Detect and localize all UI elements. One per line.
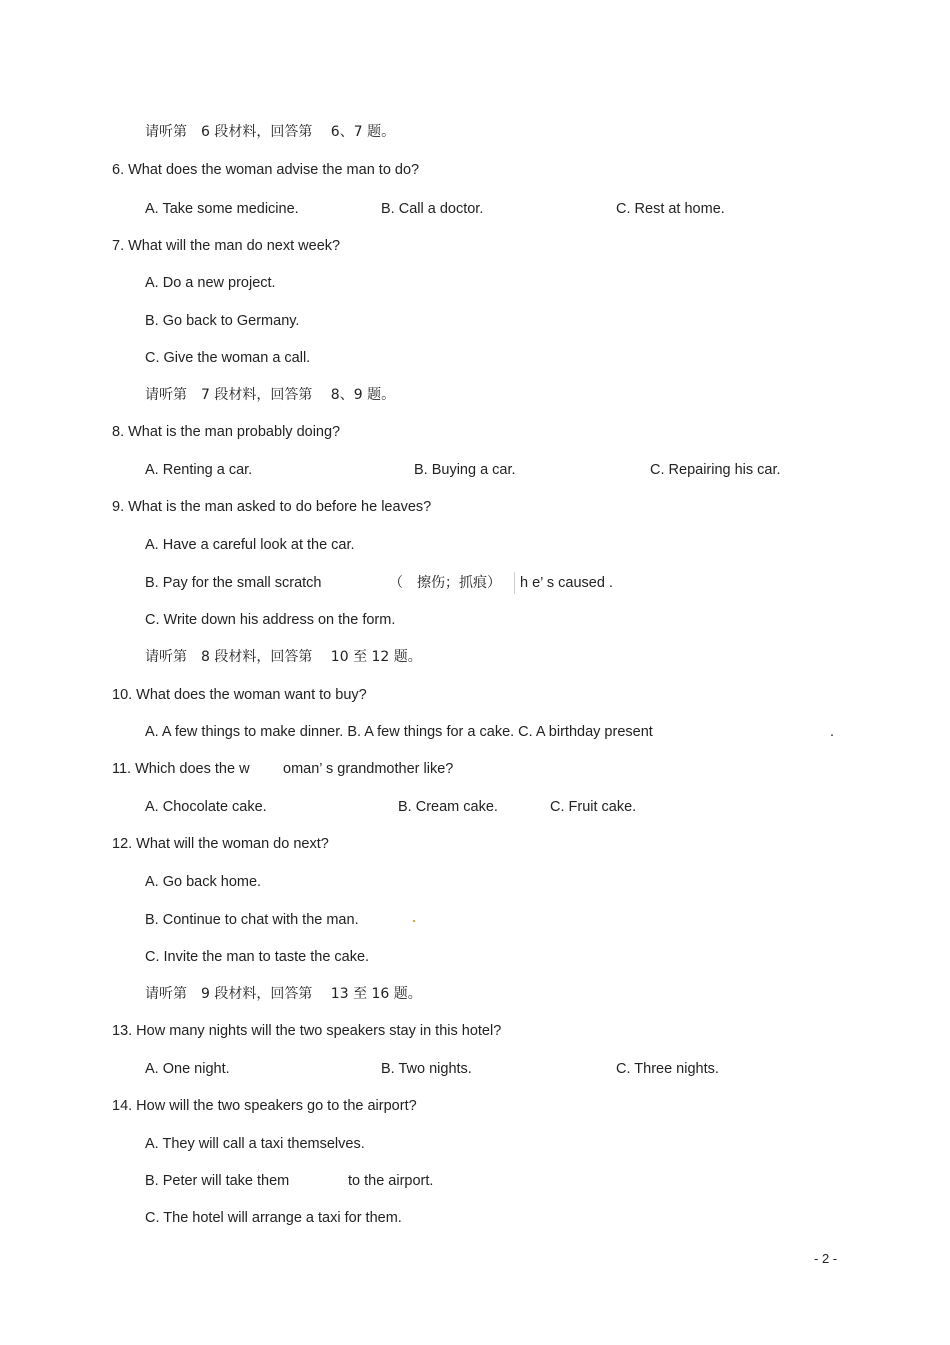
- question-10-stem: 10. What does the woman want to buy?: [112, 687, 367, 703]
- section-8-instruction: 请听第 8 段材料，回答第 10 至 12 题。: [145, 649, 422, 665]
- question-9-option-b-ending: h e’ s caused .: [520, 575, 613, 591]
- question-9-stem: 9. What is the man asked to do before he leaves?: [112, 499, 432, 515]
- page-number: - 2 -: [814, 1251, 838, 1266]
- gloss-divider: [514, 572, 515, 594]
- question-9-option-c: C. Write down his address on the form.: [145, 612, 396, 628]
- question-11-option-c: C. Fruit cake.: [550, 799, 637, 815]
- question-6-option-c: C. Rest at home.: [616, 201, 725, 217]
- question-6-stem: 6. What does the woman advise the man to do?: [112, 162, 420, 178]
- question-6-option-a: A. Take some medicine.: [145, 201, 299, 217]
- question-9-option-b-gloss: （ 擦伤；抓痕）: [389, 575, 501, 591]
- question-8-stem: 8. What is the man probably doing?: [112, 424, 341, 440]
- question-7-option-b: B. Go back to Germany.: [145, 313, 300, 329]
- question-10-period: .: [830, 724, 835, 740]
- section-9-instruction: 请听第 9 段材料，回答第 13 至 16 题。: [145, 986, 422, 1002]
- question-10-options: A. A few things to make dinner. B. A few things for a cake. C. A birthday present: [145, 724, 653, 740]
- question-14-option-c: C. The hotel will arrange a taxi for them.: [145, 1210, 402, 1226]
- section-6-instruction: 请听第 6 段材料，回答第 6、7 题。: [145, 124, 396, 140]
- question-6-option-b: B. Call a doctor.: [381, 201, 484, 217]
- question-13-stem: 13. How many nights will the two speakers stay in this hotel?: [112, 1023, 502, 1039]
- question-13-option-b: B. Two nights.: [381, 1061, 472, 1077]
- question-14-option-b-end: to the airport.: [348, 1173, 434, 1189]
- question-14-stem: 14. How will the two speakers go to the airport?: [112, 1098, 417, 1114]
- question-12-option-a: A. Go back home.: [145, 874, 262, 890]
- question-9-option-b-text: B. Pay for the small scratch: [145, 575, 322, 591]
- question-8-option-a: A. Renting a car.: [145, 462, 253, 478]
- question-14-option-b-start: B. Peter will take them: [145, 1173, 290, 1189]
- question-13-option-c: C. Three nights.: [616, 1061, 719, 1077]
- question-8-option-b: B. Buying a car.: [414, 462, 516, 478]
- section-7-instruction: 请听第 7 段材料，回答第 8、9 题。: [145, 387, 396, 403]
- question-14-option-a: A. They will call a taxi themselves.: [145, 1136, 365, 1152]
- question-11-stem-start: 11. Which does the w: [112, 761, 250, 777]
- question-7-stem: 7. What will the man do next week?: [112, 238, 341, 254]
- question-7-option-a: A. Do a new project.: [145, 275, 276, 291]
- question-12-option-c: C. Invite the man to taste the cake.: [145, 949, 370, 965]
- question-12-stem: 12. What will the woman do next?: [112, 836, 329, 852]
- question-12-option-b: B. Continue to chat with the man.: [145, 912, 359, 928]
- question-7-option-c: C. Give the woman a call.: [145, 350, 311, 366]
- speck-mark: [413, 920, 415, 922]
- question-13-option-a: A. One night.: [145, 1061, 230, 1077]
- question-9-option-a: A. Have a careful look at the car.: [145, 537, 355, 553]
- question-8-option-c: C. Repairing his car.: [650, 462, 781, 478]
- question-11-option-b: B. Cream cake.: [398, 799, 498, 815]
- question-11-stem-end: oman’ s grandmother like?: [283, 761, 454, 777]
- question-11-option-a: A. Chocolate cake.: [145, 799, 267, 815]
